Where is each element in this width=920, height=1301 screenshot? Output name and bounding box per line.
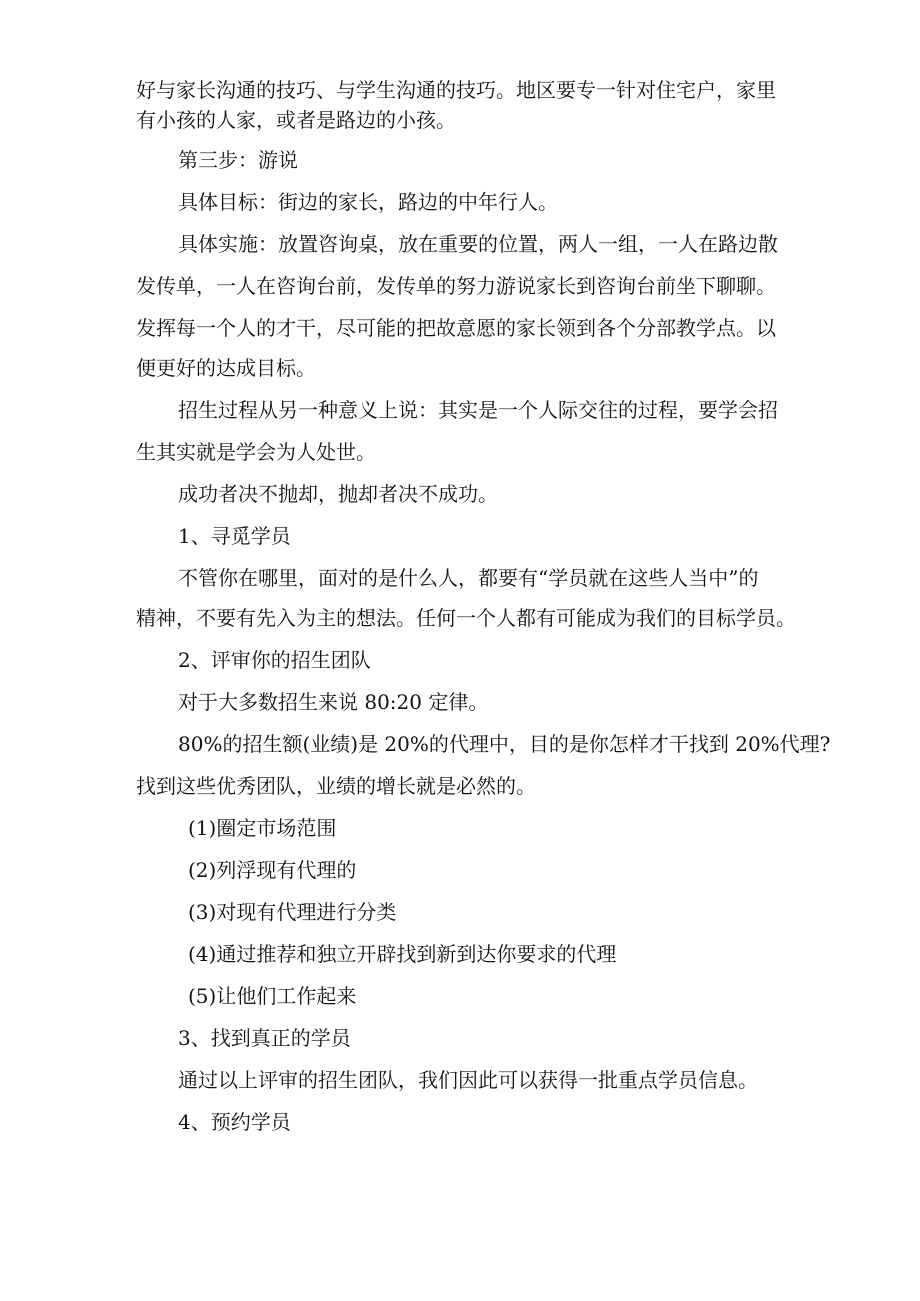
paragraph-line: 发传单，一人在咨询台前，发传单的努力游说家长到咨询台前坐下聊聊。 xyxy=(136,274,776,298)
paragraph-line: 招生过程从另一种意义上说：其实是一个人际交往的过程，要学会招 xyxy=(178,398,778,422)
list-heading: 3、找到真正的学员 xyxy=(178,1026,351,1050)
sub-list-item: (4)通过推荐和独立开辟找到新到达你要求的代理 xyxy=(188,942,617,966)
sub-list-item: (5)让他们工作起来 xyxy=(188,984,357,1008)
paragraph-line: 生其实就是学会为人处世。 xyxy=(136,440,376,464)
paragraph-line: 成功者决不抛却，抛却者决不成功。 xyxy=(178,482,498,506)
paragraph-line: 发挥每一个人的才干，尽可能的把故意愿的家长领到各个分部教学点。以 xyxy=(136,316,776,340)
paragraph-line: 具体实施：放置咨询桌，放在重要的位置，两人一组，一人在路边散 xyxy=(178,232,778,256)
list-heading: 2、评审你的招生团队 xyxy=(178,648,371,672)
paragraph-line: 通过以上评审的招生团队，我们因此可以获得一批重点学员信息。 xyxy=(178,1068,758,1092)
sub-list-item: (3)对现有代理进行分类 xyxy=(188,900,397,924)
sub-list-item: (1)圈定市场范围 xyxy=(188,816,337,840)
paragraph-line: 具体目标：街边的家长，路边的中年行人。 xyxy=(178,190,558,214)
paragraph-line: 有小孩的人家，或者是路边的小孩。 xyxy=(136,108,456,132)
paragraph-line: 便更好的达成目标。 xyxy=(136,356,316,380)
sub-list-item: (2)列浮现有代理的 xyxy=(188,858,357,882)
list-heading: 4、预约学员 xyxy=(178,1110,291,1134)
section-heading: 第三步：游说 xyxy=(178,148,298,172)
paragraph-line: 精神，不要有先入为主的想法。任何一个人都有可能成为我们的目标学员。 xyxy=(136,606,796,630)
paragraph-line: 找到这些优秀团队，业绩的增长就是必然的。 xyxy=(136,774,536,798)
list-heading: 1、寻觅学员 xyxy=(178,524,291,548)
paragraph-line: 80%的招生额(业绩)是 20%的代理中，目的是你怎样才干找到 20%代理? xyxy=(178,732,831,756)
paragraph-line: 好与家长沟通的技巧、与学生沟通的技巧。地区要专一针对住宅户，家里 xyxy=(136,78,776,102)
paragraph-line: 不管你在哪里，面对的是什么人，都要有“学员就在这些人当中”的 xyxy=(178,566,759,590)
paragraph-line: 对于大多数招生来说 80:20 定律。 xyxy=(178,690,489,714)
